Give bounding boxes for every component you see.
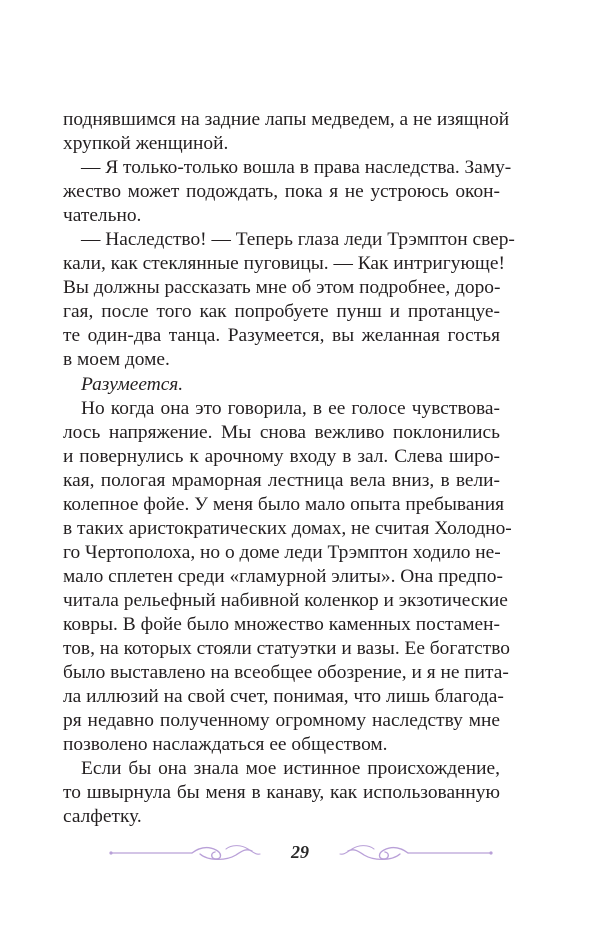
text-line: хрупкой женщиной. bbox=[63, 133, 229, 155]
page-body-text bbox=[63, 108, 515, 829]
text-line: ковры. В фойе было множество каменных постамен- bbox=[63, 613, 500, 635]
text-line: го Чертополоха, но о доме леди Трэмптон ходило не- bbox=[63, 541, 501, 563]
text-line: ла иллюзий на свой счет, понимая, что лишь благода- bbox=[63, 686, 504, 708]
text-line: Разумеется. bbox=[81, 373, 184, 395]
text-line: Если бы она знала мое истинное происхождение, bbox=[81, 758, 500, 780]
text-line: кая, пологая мраморная лестница вела вниз, в вели- bbox=[63, 469, 500, 491]
text-line: салфетку. bbox=[63, 806, 142, 828]
text-line: жество может подождать, пока я не устроюсь окон- bbox=[63, 181, 500, 203]
text-line: чательно. bbox=[63, 205, 142, 227]
text-line: ря недавно полученному огромному наследству мне bbox=[63, 710, 500, 732]
text-line: — Наследство! — Теперь глаза леди Трэмптон свер- bbox=[81, 229, 515, 251]
text-line: было выставлено на всеобщее обозрение, и я не пита- bbox=[63, 662, 509, 684]
text-line: то швырнула бы меня в канаву, как использованную bbox=[63, 782, 500, 804]
text-line: — Я только-только вошла в права наследства. Заму- bbox=[81, 157, 512, 179]
text-line: Но когда она это говорила, в ее голосе чувствова- bbox=[81, 397, 500, 419]
page-number: 29 bbox=[291, 842, 309, 862]
text-line: гая, после того как попробуете пунш и протанцуе- bbox=[63, 301, 500, 323]
text-line: тов, на которых стояли статуэтки и вазы. Ее богатство bbox=[63, 638, 510, 660]
text-line: колепное фойе. У меня было мало опыта пребывания bbox=[63, 493, 505, 515]
page-footer bbox=[0, 836, 600, 870]
text-line: читала рельефный набивной коленкор и экзотические bbox=[63, 589, 508, 611]
text-line: в моем доме. bbox=[63, 349, 170, 371]
text-line: Вы должны рассказать мне об этом подробнее, доро- bbox=[63, 277, 501, 299]
text-line: и повернулись к арочному входу в зал. Слева широ- bbox=[63, 445, 500, 467]
text-line: кали, как стеклянные пуговицы. — Как интригующе! bbox=[63, 253, 505, 275]
text-line: те один-два танца. Разумеется, вы желанная гостья bbox=[63, 325, 500, 347]
text-line: в таких аристократических домах, не считая Холодно- bbox=[63, 517, 512, 539]
text-line: лось напряжение. Мы снова вежливо поклонились bbox=[63, 421, 500, 443]
text-line: мало сплетен среди «гламурной элиты». Она предпо- bbox=[63, 565, 503, 587]
text-line: поднявшимся на задние лапы медведем, а не изящной bbox=[63, 109, 510, 130]
text-line: позволено наслаждаться ее обществом. bbox=[63, 734, 388, 756]
